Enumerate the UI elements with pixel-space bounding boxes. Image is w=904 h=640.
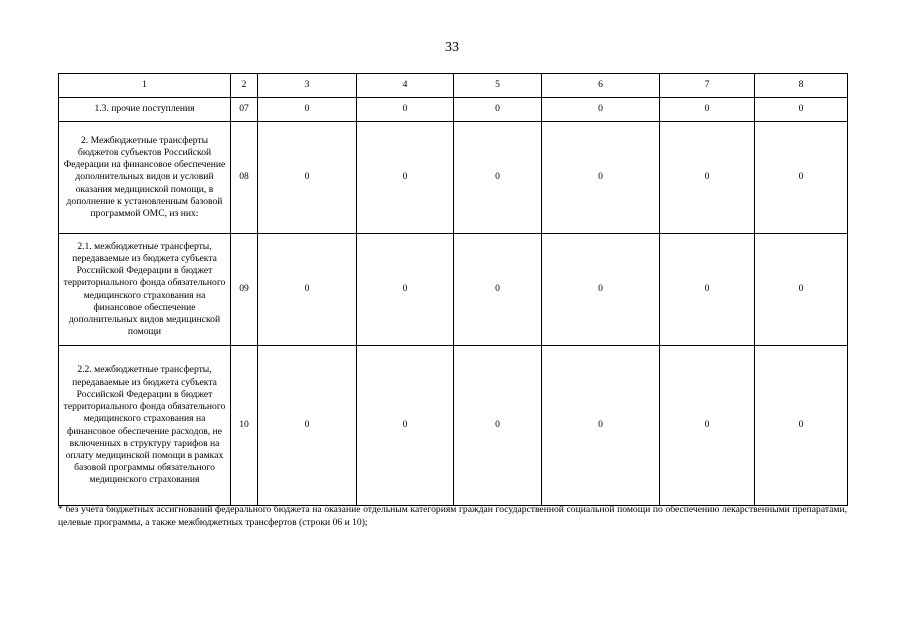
row-name: 2.2. межбюджетные трансферты, передаваемые из бюджета субъекта Российской Федерации в бюджет территориального фонда обязательного медицинского страхования на финансовое обеспечение расходов, не включенных в структуру тарифов на оплату медицинской помощи в рамках базовой программы обязательного медицинского страхования — [59, 346, 231, 506]
table-cell: 0 — [660, 234, 755, 346]
column-header: 6 — [542, 74, 660, 98]
row-name: 2.1. межбюджетные трансферты, передаваемые из бюджета субъекта Российской Федерации в бюджет территориального фонда обязательного медицинского страхования на финансовое обеспечение дополнительных видов медицинской помощи — [59, 234, 231, 346]
table-cell: 0 — [258, 98, 357, 122]
budget-table — [58, 73, 848, 506]
table-cell: 0 — [542, 98, 660, 122]
table-cell: 0 — [258, 346, 357, 506]
column-header: 1 — [59, 74, 231, 98]
table-cell: 0 — [755, 122, 848, 234]
column-header: 5 — [454, 74, 542, 98]
table-cell: 0 — [258, 122, 357, 234]
column-header: 8 — [755, 74, 848, 98]
row-name: 1.3. прочие поступления — [59, 98, 231, 122]
table-row — [59, 98, 848, 122]
row-code: 08 — [231, 122, 258, 234]
table-cell: 0 — [454, 346, 542, 506]
table-cell: 0 — [542, 234, 660, 346]
column-header: 2 — [231, 74, 258, 98]
table-cell: 0 — [357, 346, 454, 506]
table-header-row — [59, 74, 848, 98]
table-cell: 0 — [357, 122, 454, 234]
table-cell: 0 — [542, 346, 660, 506]
page-number: 33 — [445, 40, 459, 55]
row-code: 07 — [231, 98, 258, 122]
table-cell: 0 — [660, 122, 755, 234]
table-cell: 0 — [542, 122, 660, 234]
row-code: 09 — [231, 234, 258, 346]
footnote: * без учета бюджетных ассигнований федерального бюджета на оказание отдельным категориям граждан государственной социальной помощи по обеспечению лекарственными препаратами, целевые программы, а также межбюджетных трансфертов (строки 06 и 10); — [58, 504, 847, 528]
table-cell: 0 — [660, 98, 755, 122]
table-cell: 0 — [357, 234, 454, 346]
table-cell: 0 — [755, 234, 848, 346]
table-cell: 0 — [454, 234, 542, 346]
table-cell: 0 — [454, 122, 542, 234]
table-cell: 0 — [660, 346, 755, 506]
table-row — [59, 122, 848, 234]
table-cell: 0 — [454, 98, 542, 122]
row-code: 10 — [231, 346, 258, 506]
column-header: 3 — [258, 74, 357, 98]
table-row — [59, 346, 848, 506]
table-cell: 0 — [755, 346, 848, 506]
column-header: 7 — [660, 74, 755, 98]
table-cell: 0 — [258, 234, 357, 346]
table-cell: 0 — [357, 98, 454, 122]
table-row — [59, 234, 848, 346]
table-cell: 0 — [755, 98, 848, 122]
column-header: 4 — [357, 74, 454, 98]
row-name: 2. Межбюджетные трансферты бюджетов субъектов Российской Федерации на финансовое обеспечение дополнительных видов и условий оказания медицинской помощи, в дополнение к установленным базовой программой ОМС, из них: — [59, 122, 231, 234]
